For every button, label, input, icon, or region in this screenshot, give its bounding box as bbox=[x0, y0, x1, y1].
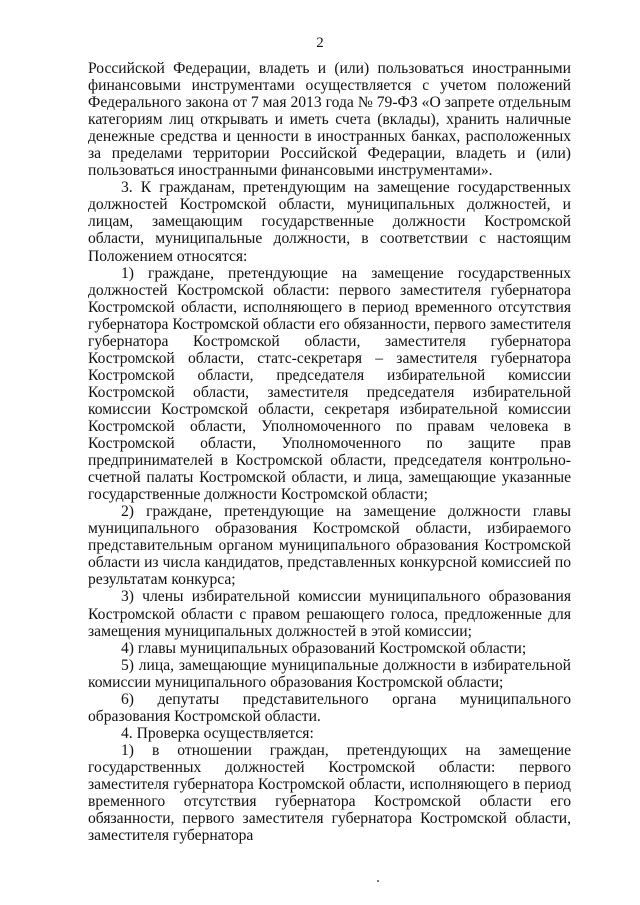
paragraph-subitem-4-1: 1) в отношении граждан, претендующих на замещение государственных должностей Костромской области: первого заместителя губернатора Костромской области, исполняющего в период временного отсутствия губернатора Костромской области его обязанности, первого заместителя губернатора Костромской области, заместителя губернатора bbox=[88, 741, 571, 845]
paragraph-subitem-3-5: 5) лица, замещающие муниципальные должности в избирательной комиссии муниципального образования Костромской области; bbox=[88, 656, 571, 691]
page-number: 2 bbox=[316, 35, 324, 51]
paragraph-subitem-3-3: 3) члены избирательной комиссии муниципального образования Костромской области с правом решающего голоса, предложенные для замещения муниципальных должностей в этой комиссии; bbox=[88, 588, 571, 640]
paragraph-subitem-3-1: 1) граждане, претендующие на замещение государственных должностей Костромской области: первого заместителя губернатора Костромской области, исполняющего в период временного отсутствия губернатора Костромской области его обязанности, первого заместителя губернатора Костромской области, заместителя губернатора Костромской области, статс-секретаря – заместителя губернатора Костромской области, председателя избирательной комиссии Костромской области, заместителя председателя избирательной комиссии Костромской области, секретаря избирательной комиссии Костромской области, Уполномоченного по правам человека в Костромской области, Уполномоченного по защите прав предпринимателей в Костромской области, председателя контрольно-счетной палаты Костромской области, и лица, замещающие указанные государственные должности Костромской области; bbox=[88, 264, 571, 504]
paragraph-item-4: 4. Проверка осуществляется: bbox=[121, 724, 314, 742]
paragraph-subitem-3-2: 2) граждане, претендующие на замещение должности главы муниципального образования Костромской области, избираемого представительным органом муниципального образования Костромской области из числа кандидатов, представленных конкурсной комиссией по результатам конкурса; bbox=[88, 503, 571, 589]
paragraph-subitem-3-4: 4) главы муниципальных образований Костромской области; bbox=[121, 639, 527, 657]
scan-speck bbox=[377, 880, 379, 882]
paragraph-item-3: 3. К гражданам, претендующим на замещение государственных должностей Костромской области, муниципальных должностей, и лицам, замещающим государственные должности Костромской области, муниципальные должности, в соответствии с настоящим Положением относятся: bbox=[88, 179, 571, 265]
paragraph-continuation: Российской Федерации, владеть и (или) пользоваться иностранными финансовыми инструментами осуществляется с учетом положений Федерального закона от 7 мая 2013 года № 79-ФЗ «О запрете отдельным категориям лиц открывать и иметь счета (вклады), хранить наличные денежные средства и ценности в иностранных банках, расположенных за пределами территории Российской Федерации, владеть и (или) пользоваться иностранными финансовыми инструментами». bbox=[88, 60, 571, 180]
document-body bbox=[88, 60, 571, 844]
paragraph-subitem-3-6: 6) депутаты представительного органа муниципального образования Костромской области. bbox=[88, 690, 571, 725]
